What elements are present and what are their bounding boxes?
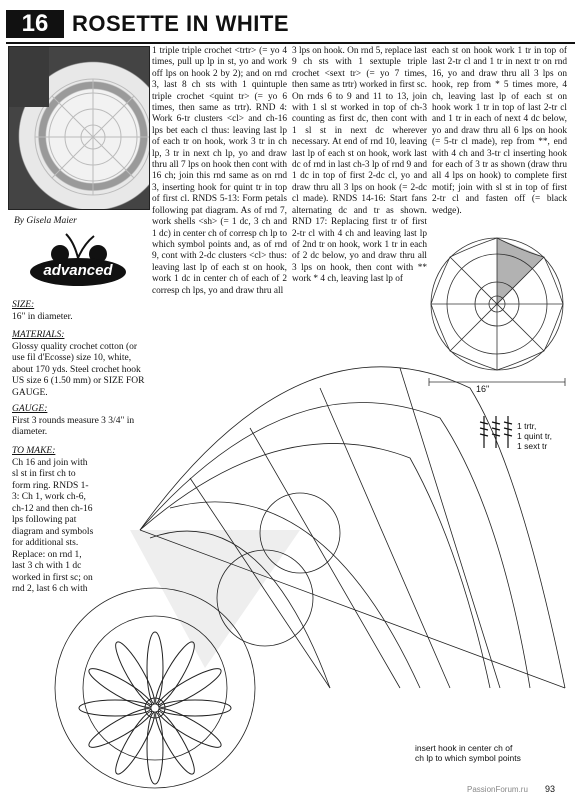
watermark: PassionForum.ru bbox=[467, 785, 528, 794]
instructions-column-1: 1 triple triple crochet <trtr> (= yo 4 times, pull up lp in st, yo and work off lps on hook 2 by 2); and on rnd 3, last 8 ch sts with 1 quintuple triple crochet <quint tr> (= yo 6 times, then same as trtr). RND 4: Work 6-tr clusters <cl> and ch-16 lps bet each cl thus: leaving last lp of each tr on hook, work 3 tr in ch lp, 3 tr in next ch lp, yo and draw thru all 7 lps on hook then cont with 16 ch; join this rnd same as on rnd 3, inserting hook for quint tr in top of first cl. RNDS 5-13: Form petals following pat diagram. As of rnd 7, work shells <sh> (= 1 dc, 3 ch and 1 dc) in center ch of corresp ch lp to which symbol points and, as of rnd 9, cont with 2-dc clusters <cl> thus: leaving last lp of each st on hook, work 1 dc in center ch of each of 2 corresp ch lps, yo and draw thru all bbox=[152, 46, 287, 296]
crochet-chart-diagram bbox=[0, 268, 581, 800]
note-line-1: insert hook in center ch of bbox=[415, 743, 513, 753]
insert-hook-note bbox=[415, 743, 521, 763]
note-line-2: ch lp to which symbol points bbox=[415, 753, 521, 763]
skill-level: advanced bbox=[43, 262, 113, 279]
size-text: 16" in diameter. bbox=[12, 311, 73, 322]
legend-line-trtr: 1 trtr, bbox=[517, 421, 537, 431]
pattern-title: ROSETTE IN WHITE bbox=[72, 11, 289, 36]
instructions-column-2: 3 lps on hook. On rnd 5, replace last 9 ch sts with 1 sextuple triple crochet <sext tr> (= yo 7 times, then same as trtr) worked in first sc. On rnds 6 to 9 and 11 to 13, join with 1 sl st worked in top of ch-3 counting as first dc, then cont with 1 sl st in next dc wherever necessary. At end of rnd 10, leaving last lp of each st on hook, work last dc of rnd in last ch-3 lp of rnd 9 and 1 dc in top of first 2-dc cl, yo and draw thru all 3 lps on hook (= 2-dc cl made). RNDS 14-16: Start fans alternating dc and tr as shown. RND 17: Replacing first tr of first 2-tr cl with 4 ch and leaving last lp of 2nd tr on hook, work 1 tr in each of 2 dc below, yo and draw thru all 3 lps on hook, then cont with ** work * 4 ch, leaving last lp of bbox=[292, 46, 427, 285]
to-make-text: Ch 16 and join with sl st in first ch to form ring. RNDS 1-3: Ch 1, work ch-6, ch-12 and then ch-16 lps following pat diagram and symbols for additional sts. Replace: on rnd 1, last 3 ch with 1 dc worked in first sc; on rnd 2, last 6 ch with bbox=[12, 457, 94, 594]
size-heading: SIZE: bbox=[12, 300, 35, 310]
author-byline: By Gisela Maier bbox=[14, 216, 77, 226]
materials-heading: MATERIALS: bbox=[12, 330, 65, 340]
header-rule bbox=[6, 42, 575, 44]
doily-photo-art bbox=[9, 47, 149, 209]
legend-line-quint: 1 quint tr, bbox=[517, 431, 552, 441]
page-number: 93 bbox=[545, 784, 556, 794]
gauge-heading: GAUGE: bbox=[12, 404, 48, 414]
page-header bbox=[6, 10, 575, 38]
gauge-text: First 3 rounds measure 3 3/4" in diameter. bbox=[12, 415, 135, 437]
legend-line-sext: 1 sext tr bbox=[517, 441, 548, 451]
materials-text: Glossy quality crochet cotton (or use fil d'Ecosse) size 10, white, about 170 yds. Steel crochet hook US size 6 (1.50 mm) or SIZE FOR GAUGE. bbox=[12, 341, 145, 398]
instructions-column-3: each st on hook work 1 tr in top of last 2-tr cl and 1 tr in next tr on rnd 16, yo and draw thru all 3 lps on hook, rep from * 5 times more, 4 ch, leaving last lp of each st on hook work 1 tr in top of last 2-tr cl and 1 tr in each of next 4 dc below, yo and draw thru all 6 lps on hook (= 5-tr cl made), rep from **, end with 4 ch and 3-tr cl inserting hook for each of 3 tr as shown (draw thru all 4 lps on hook) to complete first motif; join with sl st in top of first 2-tr cl and fasten off (= black wedge). bbox=[432, 46, 567, 216]
to-make-heading: TO MAKE: bbox=[12, 446, 56, 456]
doily-photo bbox=[8, 46, 150, 210]
pattern-number: 16 bbox=[6, 10, 64, 38]
diameter-label: 16" bbox=[476, 384, 490, 394]
